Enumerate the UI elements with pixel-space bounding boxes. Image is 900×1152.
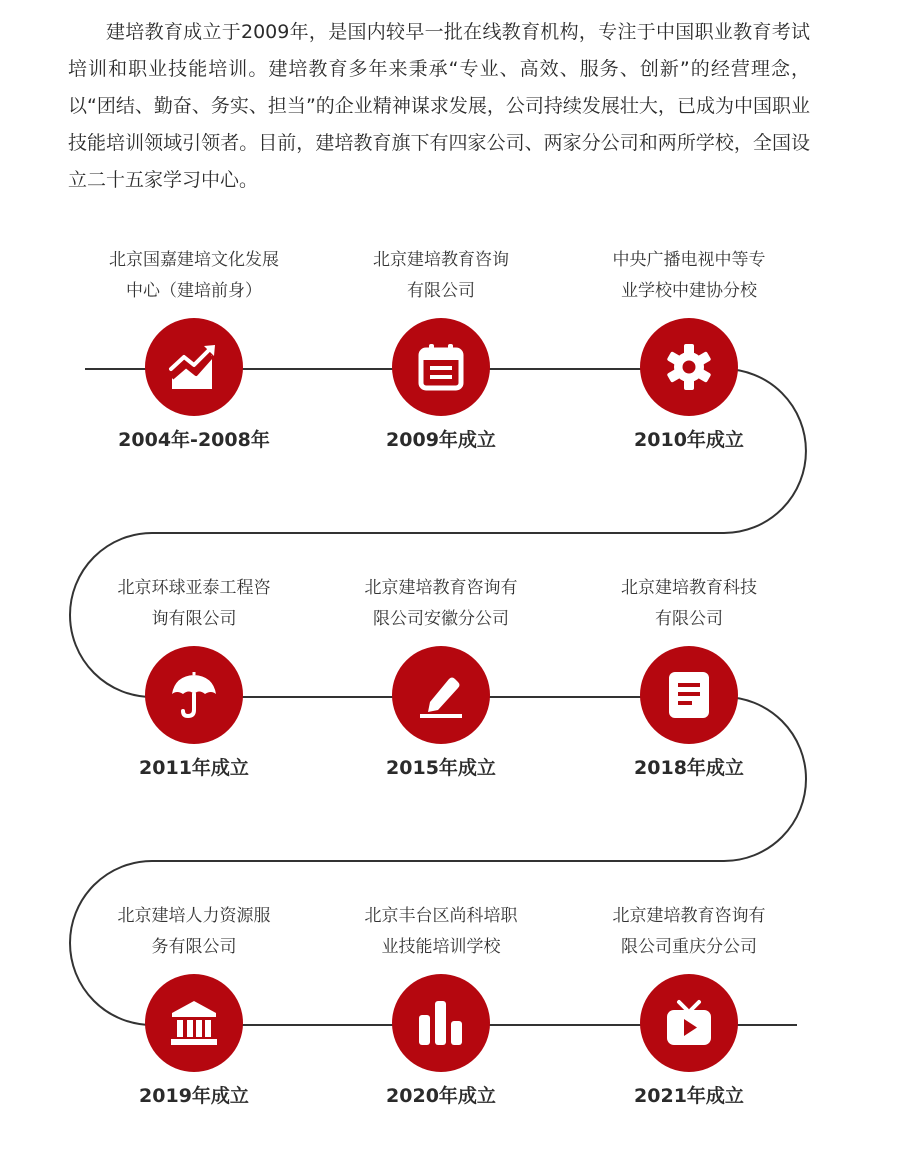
node-company-name: 中央广播电视中等专 业学校中建协分校	[612, 250, 766, 301]
node-company-name: 北京建培人力资源服 务有限公司	[117, 906, 271, 957]
node-year: 2020年成立	[386, 1085, 496, 1107]
bar-chart-icon	[392, 974, 490, 1072]
node-year: 2010年成立	[634, 429, 744, 451]
umbrella-icon	[145, 646, 243, 744]
node-year: 2011年成立	[139, 757, 249, 779]
intro-paragraph: 建培教育成立于2009年，是国内较早一批在线教育机构，专注于中国职业教育考试培训和职业技能培训。建培教育多年来秉承“专业、高效、服务、创新”的经营理念，以“团结、勤奋、务实、担当”的企业精神谋求发展，公司持续发展壮大，已成为中国职业技能培训领域引领者。目前，建培教育旗下有四家公司、两家分公司和两所学校，全国设立二十五家学习中心。	[68, 21, 810, 191]
node-year: 2021年成立	[634, 1085, 744, 1107]
node-company-name: 北京建培教育咨询有 限公司安徽分公司	[364, 578, 518, 629]
trend-chart-icon	[145, 318, 243, 416]
node-year: 2015年成立	[386, 757, 496, 779]
bank-icon	[145, 974, 243, 1072]
node-year: 2019年成立	[139, 1085, 249, 1107]
node-company-name: 北京建培教育咨询 有限公司	[373, 250, 509, 301]
node-company-name: 北京丰台区尚科培职 业技能培训学校	[364, 906, 518, 957]
node-year: 2004年-2008年	[118, 429, 270, 451]
calendar-icon	[392, 318, 490, 416]
pencil-icon	[392, 646, 490, 744]
node-company-name: 北京国嘉建培文化发展 中心（建培前身）	[109, 250, 279, 301]
node-year: 2018年成立	[634, 757, 744, 779]
node-company-name: 北京环球亚泰工程咨 询有限公司	[117, 578, 271, 629]
gear-icon	[640, 318, 738, 416]
node-year: 2009年成立	[386, 429, 496, 451]
document-icon	[640, 646, 738, 744]
node-company-name: 北京建培教育咨询有 限公司重庆分公司	[612, 906, 766, 957]
tv-icon	[640, 974, 738, 1072]
node-company-name: 北京建培教育科技 有限公司	[621, 578, 757, 629]
